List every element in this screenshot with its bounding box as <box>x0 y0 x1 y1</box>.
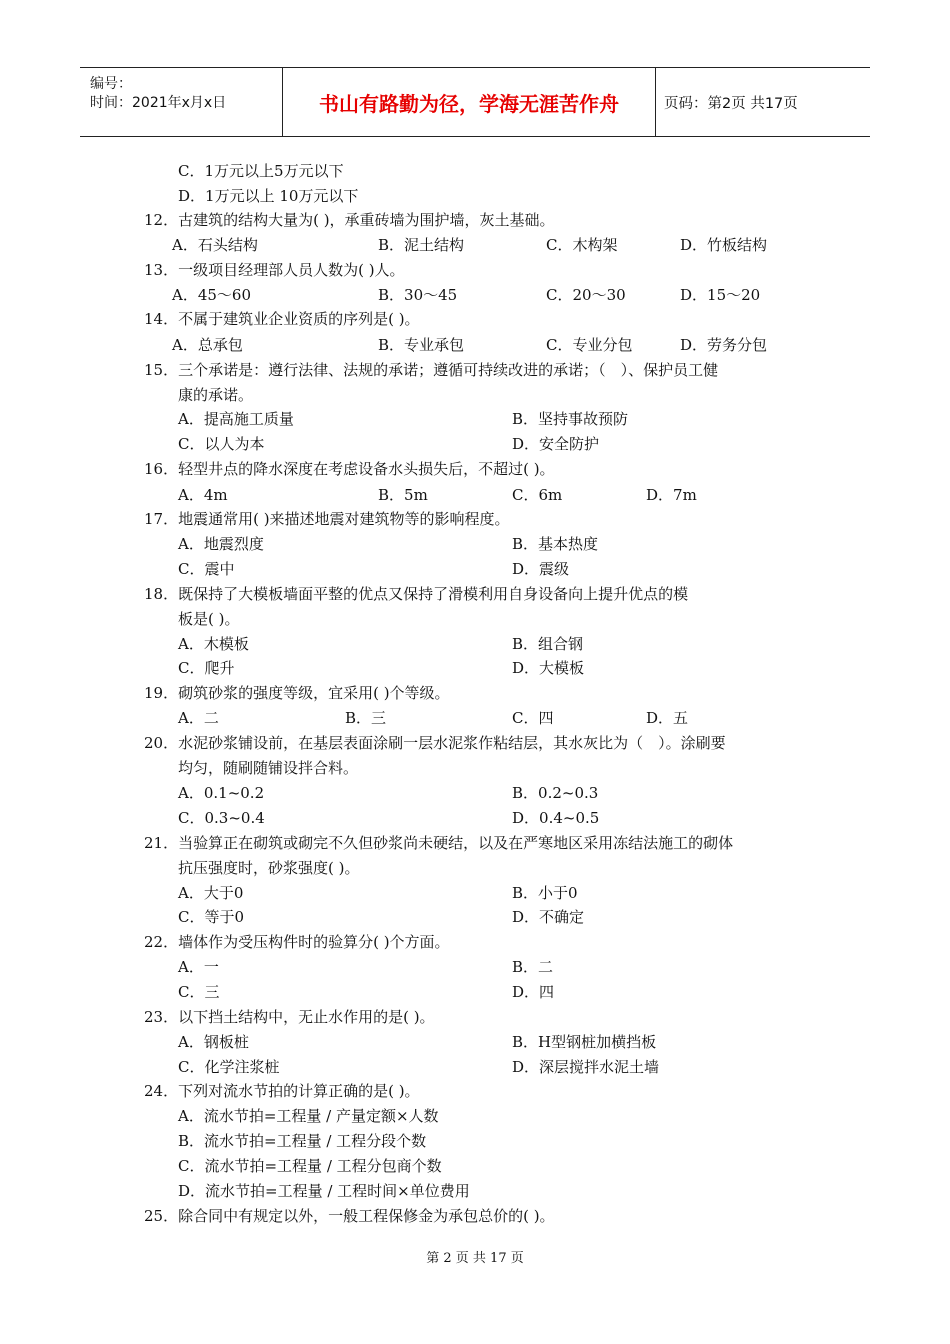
option-a: A．45～60 <box>172 286 252 304</box>
option-c: C．6m <box>512 486 563 504</box>
option-c: C．等于0 <box>178 908 245 926</box>
option-c: C．以人为本 <box>178 435 265 453</box>
option-b: B．三 <box>345 709 387 727</box>
question-22: 22．墙体作为受压构件时的验算分( )个方面。 <box>144 933 450 951</box>
option-c: C．0.3~0.4 <box>178 809 265 827</box>
doc-time-label: 时间：2021年x月x日 <box>90 95 227 111</box>
option-c: C．20～30 <box>546 286 626 304</box>
option-d: D．劳务分包 <box>680 336 768 354</box>
option-a: A．一 <box>178 958 219 976</box>
header-page-label: 页码：第2页 共17页 <box>664 95 798 112</box>
option-b: B．泥土结构 <box>378 236 465 254</box>
question-12: 12．古建筑的结构大量为( )，承重砖墙为围护墙，灰土基础。 <box>144 211 555 229</box>
doc-number-label: 编号： <box>90 76 132 92</box>
option-b: B．二 <box>512 958 554 976</box>
question-21-cont: 抗压强度时，砂浆强度( )。 <box>178 859 360 877</box>
header-meta <box>80 68 282 136</box>
option-d: D．深层搅拌水泥土墙 <box>512 1058 660 1076</box>
option-a: A．钢板桩 <box>178 1033 249 1051</box>
option-d: D．安全防护 <box>512 435 600 453</box>
option-b: B．0.2~0.3 <box>512 784 599 802</box>
option-c: C．流水节拍=工程量 / 工程分包商个数 <box>178 1157 442 1175</box>
option-a: A．木模板 <box>178 635 249 653</box>
header-motto: 书山有路勤为径，学海无涯苦作舟 <box>282 68 656 136</box>
option-b: B．小于0 <box>512 884 578 902</box>
option-a: A．4m <box>178 486 228 504</box>
option-c: C．四 <box>512 709 554 727</box>
option-d: D．四 <box>512 983 555 1001</box>
option-b: B．H型钢桩加横挡板 <box>512 1033 657 1051</box>
question-18-cont: 板是( )。 <box>178 610 240 628</box>
option-a: A．石头结构 <box>172 236 258 254</box>
question-20: 20．水泥砂浆铺设前，在基层表面涂刷一层水泥浆作粘结层，其水灰比为（ ）。涂刷要 <box>144 734 726 752</box>
question-18: 18．既保持了大模板墙面平整的优点又保持了滑模利用自身设备向上提升优点的模 <box>144 585 689 603</box>
option-d: D．0.4~0.5 <box>512 809 600 827</box>
option-c: C．专业分包 <box>546 336 633 354</box>
option-a: A．二 <box>178 709 219 727</box>
option-a: A．0.1~0.2 <box>178 784 265 802</box>
question-25: 25．除合同中有规定以外，一般工程保修金为承包总价的( )。 <box>144 1207 555 1225</box>
option-c: C．化学注浆桩 <box>178 1058 280 1076</box>
page-header <box>80 67 870 137</box>
option-a: A．总承包 <box>172 336 243 354</box>
option-c: C．木构架 <box>546 236 618 254</box>
question-19: 19．砌筑砂浆的强度等级，宜采用( )个等级。 <box>144 684 450 702</box>
question-13: 13．一级项目经理部人员人数为( )人。 <box>144 261 405 279</box>
question-24: 24．下列对流水节拍的计算正确的是( )。 <box>144 1082 420 1100</box>
option-b: B．流水节拍=工程量 / 工程分段个数 <box>178 1132 427 1150</box>
option-b: B．坚持事故预防 <box>512 410 629 428</box>
option-a: A．流水节拍=工程量 / 产量定额×人数 <box>178 1107 439 1125</box>
page-footer: 第 2 页 共 17 页 <box>426 1251 524 1266</box>
option-c: C．1万元以上5万元以下 <box>178 162 344 180</box>
option-a: A．地震烈度 <box>178 535 264 553</box>
question-14: 14．不属于建筑业企业资质的序列是( )。 <box>144 310 420 328</box>
question-17: 17．地震通常用( )来描述地震对建筑物等的影响程度。 <box>144 510 510 528</box>
question-16: 16．轻型井点的降水深度在考虑设备水头损失后，不超过( )。 <box>144 460 555 478</box>
option-d: D．15～20 <box>680 286 761 304</box>
question-23: 23．以下挡土结构中，无止水作用的是( )。 <box>144 1008 435 1026</box>
option-a: A．大于0 <box>178 884 244 902</box>
option-a: A．提高施工质量 <box>178 410 294 428</box>
option-c: C．三 <box>178 983 220 1001</box>
option-b: B．组合钢 <box>512 635 584 653</box>
option-d: D．五 <box>646 709 689 727</box>
option-b: B．基本热度 <box>512 535 599 553</box>
question-15-cont: 康的承诺。 <box>178 386 254 404</box>
option-b: B．30～45 <box>378 286 458 304</box>
question-15: 15．三个承诺是：遵行法律、法规的承诺；遵循可持续改进的承诺；（ ）、保护员工健 <box>144 361 719 379</box>
option-d: D．不确定 <box>512 908 585 926</box>
option-b: B．专业承包 <box>378 336 465 354</box>
option-d: D．1万元以上 10万元以下 <box>178 187 359 205</box>
question-21: 21．当验算正在砌筑或砌完不久但砂浆尚未硬结，以及在严寒地区采用冻结法施工的砌体 <box>144 834 734 852</box>
option-d: D．流水节拍=工程量 / 工程时间×单位费用 <box>178 1182 470 1200</box>
option-b: B．5m <box>378 486 428 504</box>
option-d: D．7m <box>646 486 697 504</box>
option-d: D．大模板 <box>512 659 585 677</box>
option-c: C．爬升 <box>178 659 235 677</box>
option-c: C．震中 <box>178 560 235 578</box>
question-20-cont: 均匀，随刷随铺设拌合料。 <box>178 759 359 777</box>
option-d: D．震级 <box>512 560 570 578</box>
option-d: D．竹板结构 <box>680 236 768 254</box>
